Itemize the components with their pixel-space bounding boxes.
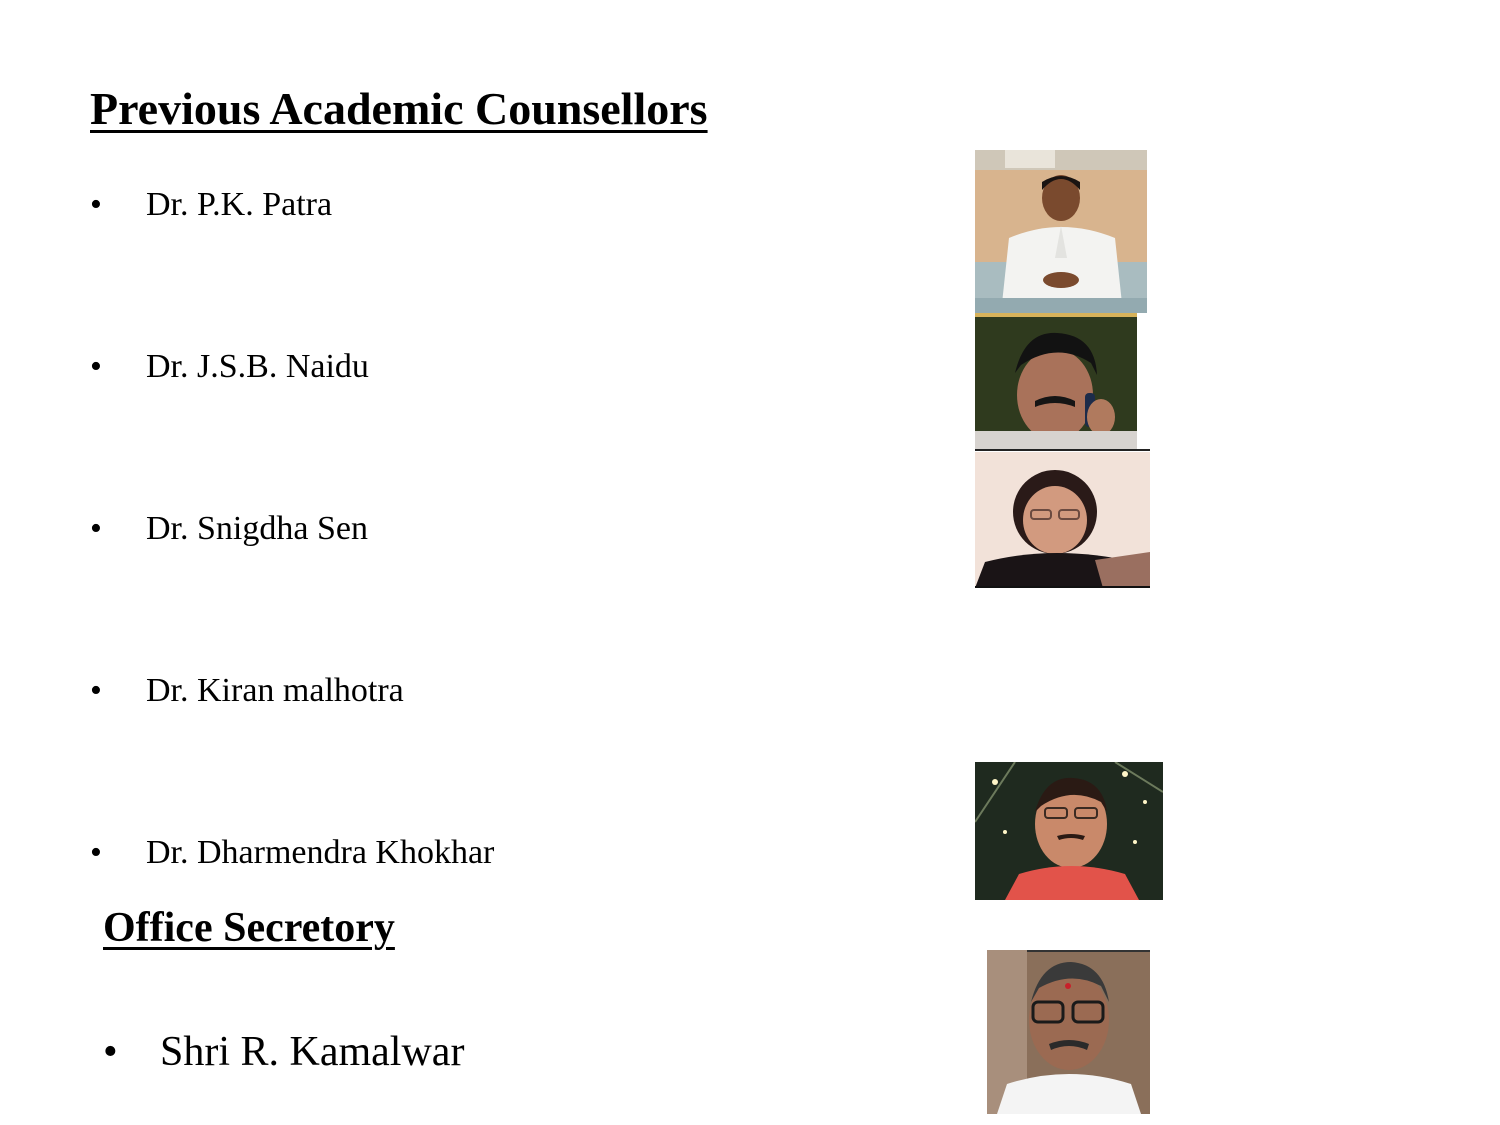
list-item: [90, 348, 690, 388]
counsellor-name: Dr. J.S.B. Naidu: [146, 348, 369, 385]
bullet: •: [90, 348, 102, 385]
bullet: •: [90, 186, 102, 223]
portrait-photo: [975, 452, 1150, 588]
bullet: •: [103, 1029, 118, 1075]
list-item: [90, 834, 690, 874]
portrait-photo: [975, 150, 1147, 313]
portrait-photo: [987, 950, 1150, 1114]
portrait-photo: [975, 762, 1163, 900]
list-item: [90, 186, 690, 226]
page-title: Previous Academic Counsellors: [90, 83, 708, 134]
counsellor-name: Dr. P.K. Patra: [146, 186, 333, 223]
counsellor-name: Dr. Snigdha Sen: [146, 510, 368, 547]
secretary-name: Shri R. Kamalwar: [160, 1029, 465, 1075]
bullet: •: [90, 510, 102, 547]
bullet: •: [90, 672, 102, 709]
counsellor-name: Dr. Dharmendra Khokhar: [146, 834, 495, 871]
list-item: [90, 510, 690, 550]
section-title: Office Secretory: [103, 905, 395, 951]
list-item: [103, 1028, 703, 1078]
bullet: •: [90, 834, 102, 871]
list-item: [90, 672, 690, 712]
portrait-photo: [975, 313, 1150, 451]
counsellor-name: Dr. Kiran malhotra: [146, 672, 404, 709]
